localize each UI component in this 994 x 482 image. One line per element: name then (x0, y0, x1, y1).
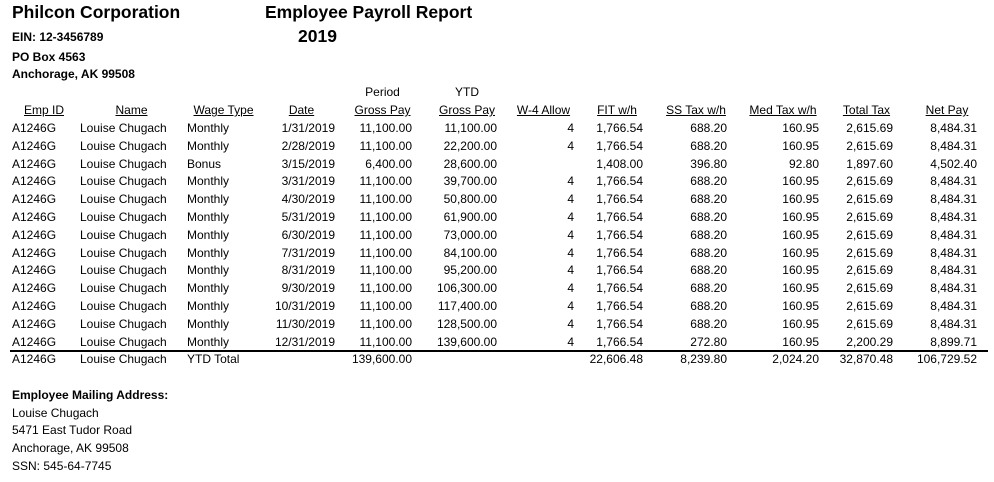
company-address-line1: PO Box 4563 (12, 50, 86, 64)
cell-wage-type: Monthly (187, 138, 230, 153)
cell-net-pay: 8,484.31 (930, 263, 977, 278)
cell-period-gross: 11,100.00 (359, 174, 412, 189)
cell-ss-tax: 688.20 (690, 281, 727, 296)
cell-med-tax: 92.80 (788, 156, 819, 171)
cell-wage-type: Monthly (187, 299, 230, 313)
cell-total-tax: 2,615.69 (846, 245, 893, 260)
cell-total-tax: 2,615.69 (846, 174, 893, 189)
cell-med-tax: 160.95 (782, 174, 819, 189)
cell-period-gross: 11,100.00 (359, 210, 412, 224)
ytd-total-row (0, 350, 994, 368)
table-row (0, 208, 994, 226)
cell-period-gross: 11,100.00 (359, 245, 412, 260)
cell-wage-type: Monthly (187, 263, 230, 278)
cell-name: Louise Chugach (80, 156, 167, 171)
employee-name: Louise Chugach (12, 406, 99, 420)
mailing-address-heading: Employee Mailing Address: (12, 388, 169, 402)
cell-ytd-gross: 73,000.00 (443, 227, 497, 242)
cell-w4-allow: 4 (567, 316, 574, 331)
cell-name: Louise Chugach (80, 263, 167, 278)
table-row (0, 155, 994, 173)
cell-name: Louise Chugach (80, 245, 167, 260)
column-header-fit-wh (577, 101, 657, 119)
cell-fit: 1,766.54 (596, 227, 643, 242)
cell-net-pay: 8,899.71 (930, 334, 977, 349)
cell-wage-type: Monthly (187, 121, 230, 135)
cell-wage-type: Monthly (187, 334, 230, 349)
report-title: Employee Payroll Report (265, 2, 473, 22)
cell-ss-tax: 688.20 (690, 174, 727, 189)
cell-total-tax: 2,615.69 (846, 263, 893, 278)
table-row (0, 137, 994, 155)
column-header-label: FIT w/h (597, 103, 637, 117)
cell-period-gross: 11,100.00 (359, 227, 412, 242)
cell-net-pay: 8,484.31 (930, 192, 977, 207)
cell-date: 12/31/2019 (274, 334, 335, 349)
cell-ytd-gross: 28,600.00 (443, 156, 497, 171)
cell-period-gross: 11,100.00 (359, 263, 412, 278)
cell-ytd-gross: 117,400.00 (437, 299, 497, 313)
cell-wage-type: Monthly (187, 174, 230, 189)
cell-period-gross: 139,600.00 (351, 352, 412, 367)
cell-net-pay: 8,484.31 (930, 210, 977, 224)
column-header-label: Emp ID (23, 103, 64, 117)
cell-emp-id: A1246G (12, 121, 57, 135)
cell-w4-allow: 4 (567, 299, 574, 313)
cell-fit: 1,766.54 (596, 281, 643, 296)
cell-period-gross: 11,100.00 (359, 316, 412, 331)
cell-ytd-gross: 11,100.00 (444, 121, 497, 135)
cell-fit: 1,766.54 (596, 334, 643, 349)
cell-net-pay: 8,484.31 (930, 174, 977, 189)
total-rule-line (10, 350, 988, 352)
cell-w4-allow: 4 (567, 121, 574, 135)
cell-date: 1/31/2019 (281, 121, 335, 135)
cell-fit: 1,766.54 (596, 192, 643, 207)
cell-total-tax: 2,615.69 (846, 227, 893, 242)
column-header-label: Name (115, 103, 148, 117)
cell-emp-id: A1246G (12, 138, 57, 153)
cell-fit: 1,766.54 (596, 138, 643, 153)
cell-ss-tax: 688.20 (690, 316, 727, 331)
ytd-group-header: YTD (455, 85, 479, 99)
cell-emp-id: A1246G (12, 316, 57, 331)
cell-date: 8/31/2019 (281, 263, 335, 278)
cell-name: Louise Chugach (80, 299, 167, 313)
cell-name: Louise Chugach (80, 352, 167, 367)
company-address-line2: Anchorage, AK 99508 (12, 67, 135, 81)
cell-ss-tax: 688.20 (690, 192, 727, 207)
cell-date: 10/31/2019 (274, 299, 335, 313)
cell-wage-type: Monthly (187, 316, 230, 331)
cell-ss-tax: 8,239.80 (680, 352, 727, 367)
cell-period-gross: 11,100.00 (359, 192, 412, 207)
column-header-date (262, 101, 342, 119)
cell-w4-allow: 4 (567, 334, 574, 349)
cell-net-pay: 8,484.31 (930, 281, 977, 296)
period-group-header: Period (365, 85, 400, 99)
column-header-label: Date (288, 103, 315, 117)
cell-total-tax: 1,897.60 (846, 156, 893, 171)
employee-city: Anchorage, AK 99508 (12, 441, 129, 455)
table-row (0, 226, 994, 244)
column-header-wage-type (184, 101, 264, 119)
cell-med-tax: 160.95 (782, 245, 819, 260)
cell-date: 3/31/2019 (281, 174, 335, 189)
column-header-total-tax (827, 101, 907, 119)
table-row (0, 190, 994, 208)
column-header-emp-id (4, 101, 84, 119)
column-header-label: Total Tax (842, 103, 891, 117)
cell-emp-id: A1246G (12, 210, 57, 224)
cell-ytd-gross: 22,200.00 (443, 138, 497, 153)
employee-ssn: SSN: 545-64-7745 (12, 459, 112, 473)
cell-total-tax: 2,615.69 (846, 316, 893, 331)
cell-total-tax: 2,615.69 (846, 299, 893, 313)
cell-w4-allow: 4 (567, 227, 574, 242)
cell-wage-type: Monthly (187, 227, 230, 242)
cell-net-pay: 8,484.31 (930, 316, 977, 331)
cell-wage-type: Bonus (187, 156, 222, 171)
cell-total-tax: 2,615.69 (846, 121, 893, 135)
cell-ss-tax: 688.20 (690, 210, 727, 224)
cell-med-tax: 160.95 (782, 316, 819, 331)
cell-wage-type: Monthly (187, 210, 230, 224)
column-header-label: Med Tax w/h (749, 103, 817, 117)
cell-total-tax: 32,870.48 (839, 352, 893, 367)
cell-fit: 1,766.54 (596, 263, 643, 278)
cell-ss-tax: 688.20 (690, 121, 727, 135)
cell-w4-allow: 4 (567, 174, 574, 189)
cell-period-gross: 11,100.00 (359, 138, 412, 153)
cell-period-gross: 11,100.00 (359, 281, 412, 296)
cell-net-pay: 8,484.31 (930, 227, 977, 242)
cell-period-gross: 11,100.00 (359, 299, 412, 313)
column-header-ss-tax-wh (656, 101, 736, 119)
cell-ss-tax: 688.20 (690, 245, 727, 260)
column-header-label: Gross Pay (354, 103, 411, 117)
column-header-label: W-4 Allow (516, 103, 571, 117)
cell-emp-id: A1246G (12, 352, 57, 367)
cell-med-tax: 160.95 (782, 299, 819, 313)
column-header-label: Net Pay (925, 103, 969, 117)
cell-ss-tax: 272.80 (690, 334, 727, 349)
cell-ss-tax: 688.20 (690, 227, 727, 242)
cell-net-pay: 8,484.31 (930, 121, 977, 135)
cell-total-tax: 2,200.29 (846, 334, 893, 349)
cell-w4-allow: 4 (567, 281, 574, 296)
cell-med-tax: 160.95 (782, 281, 819, 296)
cell-med-tax: 160.95 (782, 121, 819, 135)
column-header-label: Wage Type (193, 103, 254, 117)
cell-name: Louise Chugach (80, 121, 167, 135)
cell-name: Louise Chugach (80, 210, 167, 224)
cell-ytd-gross: 128,500.00 (436, 316, 497, 331)
cell-name: Louise Chugach (80, 316, 167, 331)
cell-emp-id: A1246G (12, 192, 57, 207)
cell-period-gross: 11,100.00 (359, 334, 412, 349)
column-header-ytd-gross-pay (427, 101, 507, 119)
cell-med-tax: 160.95 (782, 227, 819, 242)
table-row (0, 297, 994, 315)
cell-wage-type: Monthly (187, 192, 230, 207)
cell-date: 5/31/2019 (281, 210, 335, 224)
cell-name: Louise Chugach (80, 227, 167, 242)
table-row (0, 315, 994, 333)
cell-fit: 1,408.00 (596, 156, 643, 171)
cell-med-tax: 160.95 (782, 263, 819, 278)
cell-name: Louise Chugach (80, 281, 167, 296)
cell-net-pay: 4,502.40 (930, 156, 977, 171)
table-row (0, 244, 994, 262)
report-year: 2019 (298, 26, 337, 46)
cell-date: 2/28/2019 (281, 138, 335, 153)
cell-fit: 1,766.54 (596, 299, 643, 313)
cell-wage-type: Monthly (187, 245, 230, 260)
cell-med-tax: 160.95 (782, 210, 819, 224)
cell-med-tax: 2,024.20 (772, 352, 819, 367)
cell-date: 7/31/2019 (281, 245, 335, 260)
column-header-label: Gross Pay (438, 103, 495, 117)
cell-fit: 1,766.54 (596, 121, 643, 135)
cell-emp-id: A1246G (12, 281, 57, 296)
cell-name: Louise Chugach (80, 334, 167, 349)
cell-med-tax: 160.95 (782, 138, 819, 153)
cell-period-gross: 11,100.00 (359, 121, 412, 135)
column-header-name (92, 101, 172, 119)
cell-w4-allow: 4 (567, 245, 574, 260)
cell-fit: 1,766.54 (596, 210, 643, 224)
cell-emp-id: A1246G (12, 227, 57, 242)
cell-emp-id: A1246G (12, 263, 57, 278)
cell-w4-allow: 4 (567, 210, 574, 224)
cell-period-gross: 6,400.00 (365, 156, 412, 171)
cell-total-tax: 2,615.69 (846, 281, 893, 296)
cell-ytd-gross: 39,700.00 (443, 174, 497, 189)
table-row (0, 279, 994, 297)
cell-name: Louise Chugach (80, 192, 167, 207)
cell-ss-tax: 688.20 (690, 263, 727, 278)
cell-ss-tax: 688.20 (690, 138, 727, 153)
cell-net-pay: 8,484.31 (930, 138, 977, 153)
cell-emp-id: A1246G (12, 245, 57, 260)
cell-total-tax: 2,615.69 (846, 192, 893, 207)
cell-total-tax: 2,615.69 (846, 210, 893, 224)
column-header-period-gross-pay (343, 101, 423, 119)
table-row (0, 119, 994, 137)
cell-net-pay: 106,729.52 (916, 352, 977, 367)
cell-ytd-gross: 95,200.00 (443, 263, 497, 278)
cell-date: 11/30/2019 (275, 316, 335, 331)
cell-ss-tax: 688.20 (690, 299, 727, 313)
cell-net-pay: 8,484.31 (930, 299, 977, 313)
cell-fit: 1,766.54 (596, 174, 643, 189)
cell-net-pay: 8,484.31 (930, 245, 977, 260)
cell-emp-id: A1246G (12, 156, 57, 171)
cell-ytd-gross: 50,800.00 (443, 192, 497, 207)
table-row (0, 172, 994, 190)
employee-street: 5471 East Tudor Road (12, 423, 133, 437)
cell-total-tax: 2,615.69 (846, 138, 893, 153)
cell-med-tax: 160.95 (782, 192, 819, 207)
cell-w4-allow: 4 (567, 192, 574, 207)
cell-name: Louise Chugach (80, 174, 167, 189)
company-ein: EIN: 12-3456789 (12, 30, 104, 44)
table-row (0, 261, 994, 279)
column-header-w4-allow (504, 101, 584, 119)
cell-med-tax: 160.95 (782, 334, 819, 349)
cell-date: 6/30/2019 (281, 227, 335, 242)
cell-wage-type: YTD Total (187, 352, 240, 367)
cell-ss-tax: 396.80 (690, 156, 727, 171)
cell-fit: 1,766.54 (596, 245, 643, 260)
cell-name: Louise Chugach (80, 138, 167, 153)
column-header-net-pay (907, 101, 987, 119)
cell-emp-id: A1246G (12, 299, 57, 313)
cell-fit: 1,766.54 (596, 316, 643, 331)
cell-w4-allow: 4 (567, 263, 574, 278)
cell-wage-type: Monthly (187, 281, 230, 296)
cell-date: 3/15/2019 (281, 156, 335, 171)
company-name: Philcon Corporation (12, 2, 181, 22)
cell-ytd-gross: 106,300.00 (436, 281, 497, 296)
cell-ytd-gross: 139,600.00 (436, 334, 497, 349)
cell-ytd-gross: 61,900.00 (443, 210, 497, 224)
column-header-label: SS Tax w/h (666, 103, 726, 117)
table-row (0, 333, 994, 351)
cell-emp-id: A1246G (12, 334, 57, 349)
cell-fit: 22,606.48 (589, 352, 643, 367)
cell-emp-id: A1246G (12, 174, 57, 189)
column-header-med-tax-wh (743, 101, 823, 119)
cell-date: 9/30/2019 (281, 281, 335, 296)
cell-w4-allow: 4 (567, 138, 574, 153)
cell-date: 4/30/2019 (281, 192, 335, 207)
cell-ytd-gross: 84,100.00 (443, 245, 497, 260)
